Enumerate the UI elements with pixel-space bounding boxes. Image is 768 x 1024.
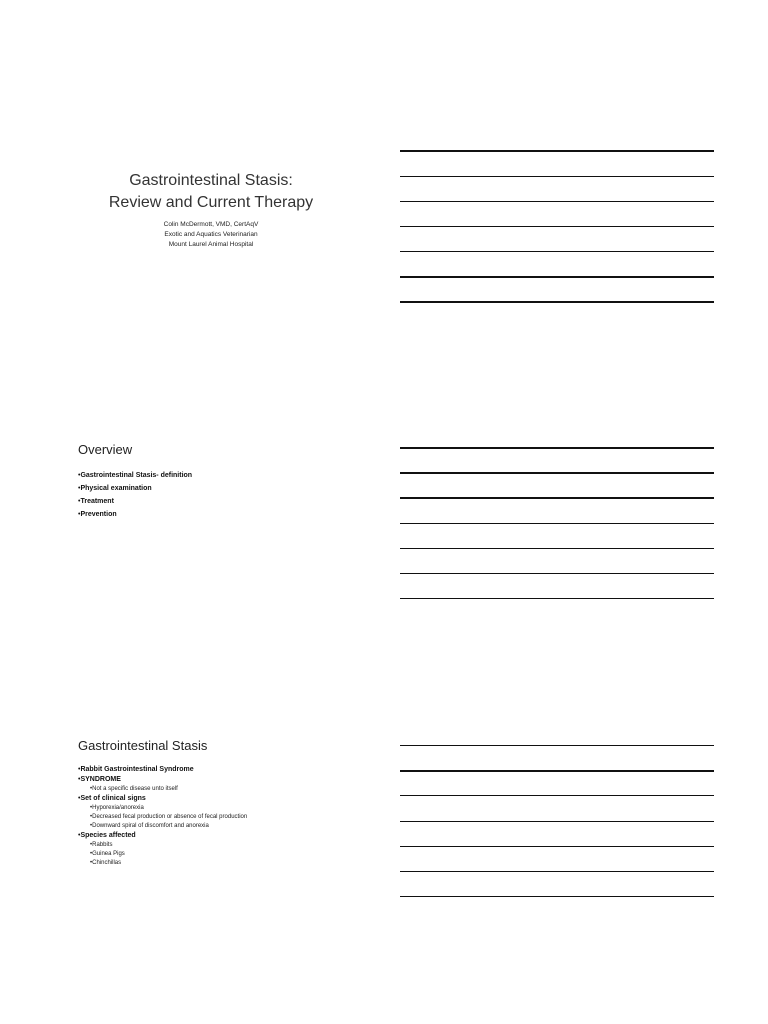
author-role: Exotic and Aquatics Veterinarian <box>164 231 258 238</box>
note-line <box>400 472 714 474</box>
note-line <box>400 846 714 847</box>
note-line <box>400 447 714 449</box>
hospital-name: Mount Laurel Animal Hospital <box>168 241 254 248</box>
title-line-2: Review and Current Therapy <box>108 194 314 211</box>
list-item <box>78 775 362 794</box>
slide-heading: Gastrointestinal Stasis <box>78 738 208 753</box>
sub-list-item: • Downward spiral of discomfort and anorexia <box>90 822 362 831</box>
list-item: • Prevention <box>78 508 362 521</box>
note-line <box>400 745 714 746</box>
list-item-text: SYNDROME <box>80 776 121 783</box>
note-line <box>400 770 714 772</box>
author: Colin McDermott, VMD, CertAqV <box>163 221 259 228</box>
list-item: • Treatment <box>78 495 362 508</box>
list-item-text: Species affected <box>80 832 136 839</box>
sub-list-item: • Hyporexia/anorexia <box>90 804 362 813</box>
note-line <box>400 201 714 202</box>
list-item-text: Rabbit Gastrointestinal Syndrome <box>80 766 194 773</box>
note-line <box>400 896 714 897</box>
note-line <box>400 523 714 524</box>
title-line-1: Gastrointestinal Stasis: <box>129 172 293 189</box>
note-line <box>400 598 714 599</box>
list-item <box>78 831 362 868</box>
note-line <box>400 871 714 872</box>
list-item <box>78 794 362 831</box>
note-line <box>400 497 714 499</box>
list-item: • Physical examination <box>78 482 362 495</box>
list-item-text: Set of clinical signs <box>80 795 146 802</box>
sub-list-item: • Chinchillas <box>90 859 362 868</box>
note-line <box>400 251 714 252</box>
title-slide <box>60 170 362 250</box>
note-line <box>400 150 714 152</box>
slide-heading: Overview <box>78 442 133 457</box>
sub-list-item: • Rabbits <box>90 841 362 850</box>
presenter-info <box>60 220 362 250</box>
sub-list-item: • Not a specific disease unto itself <box>90 785 362 794</box>
note-line <box>400 821 714 822</box>
bullet-list <box>78 469 362 521</box>
note-line <box>400 276 714 278</box>
gi-stasis-slide <box>60 738 362 868</box>
list-item <box>78 765 362 775</box>
note-line <box>400 548 714 549</box>
slide-title <box>60 170 362 214</box>
bullet-list <box>78 765 362 868</box>
list-item: • Gastrointestinal Stasis- definition <box>78 469 362 482</box>
note-line <box>400 795 714 796</box>
sub-bullet-list <box>90 785 362 794</box>
sub-bullet-list <box>90 841 362 868</box>
note-line <box>400 176 714 177</box>
note-line <box>400 573 714 574</box>
note-line <box>400 226 714 227</box>
note-line <box>400 301 714 303</box>
overview-slide <box>60 442 362 521</box>
sub-list-item: • Guinea Pigs <box>90 850 362 859</box>
sub-bullet-list <box>90 804 362 831</box>
sub-list-item: • Decreased fecal production or absence of fecal production <box>90 813 362 822</box>
